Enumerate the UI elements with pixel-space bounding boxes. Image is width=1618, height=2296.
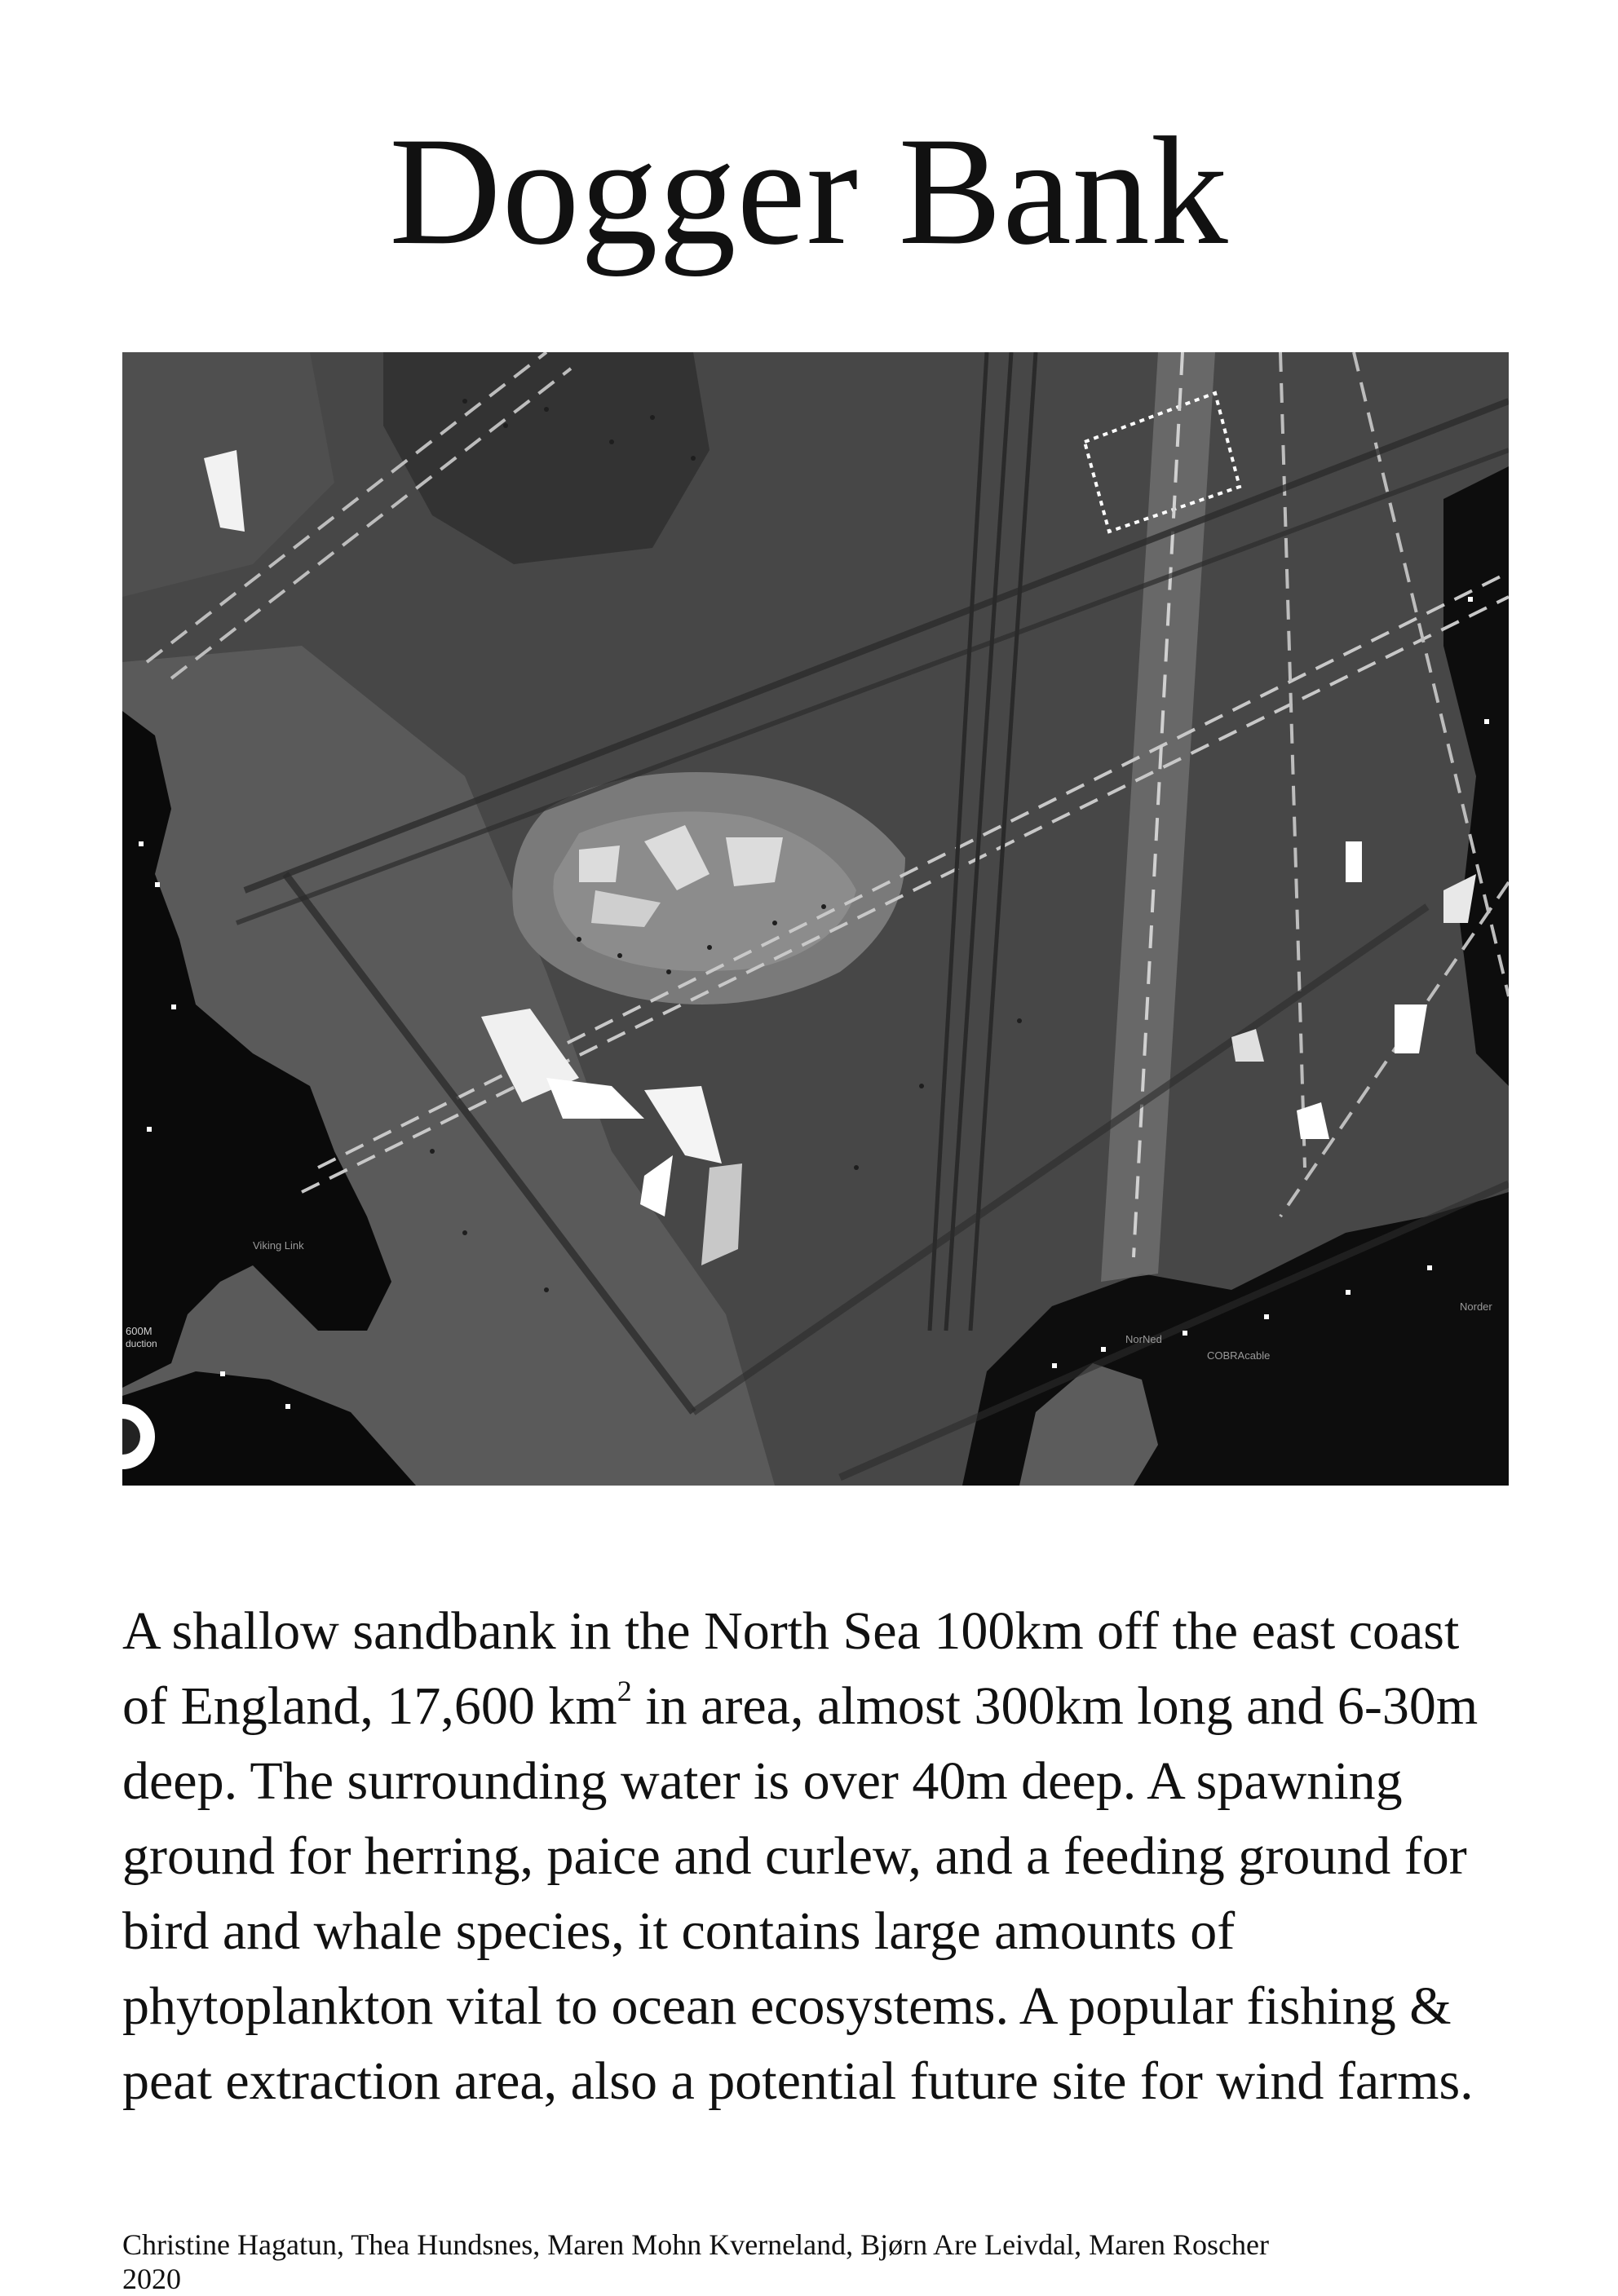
label-viking-link: Viking Link (253, 1239, 304, 1252)
description-part-2: in area, almost 300km long and 6-30m deep. The surrounding water is over 40m deep. A spawning ground for herring, paice and curlew, and a feeding ground for bird and whale species, it contains large amounts of phytoplankton vital to ocean ecosystems. A popular fishing & peat extraction area, also a potential future site for wind farms. (122, 1676, 1479, 2111)
label-norder: Norder (1460, 1300, 1492, 1313)
description-paragraph (122, 1594, 1509, 2119)
page-title: Dogger Bank (389, 106, 1229, 277)
wind-farm-14 (1346, 841, 1362, 882)
credits-year: 2020 (122, 2263, 181, 2295)
label-cobracable: COBRAcable (1207, 1349, 1271, 1362)
superscript-two: 2 (617, 1675, 632, 1707)
wind-farm-2 (579, 846, 620, 882)
wind-farm-4 (726, 837, 783, 886)
description-part-1: A shallow sandbank in the North Sea 100km off the east coast of England, 17,600 km (122, 1601, 1460, 1736)
scale-note-sub: duction (126, 1338, 157, 1349)
dogger-bank-map (122, 352, 1509, 1486)
credits-names: Christine Hagatun, Thea Hundsnes, Maren Mohn Kverneland, Bjørn Are Leivdal, Maren Roscher (122, 2228, 1269, 2261)
label-norned: NorNed (1125, 1333, 1162, 1345)
credits (122, 2228, 1509, 2296)
map-image (122, 352, 1509, 1486)
scale-note: 600M (126, 1325, 153, 1337)
